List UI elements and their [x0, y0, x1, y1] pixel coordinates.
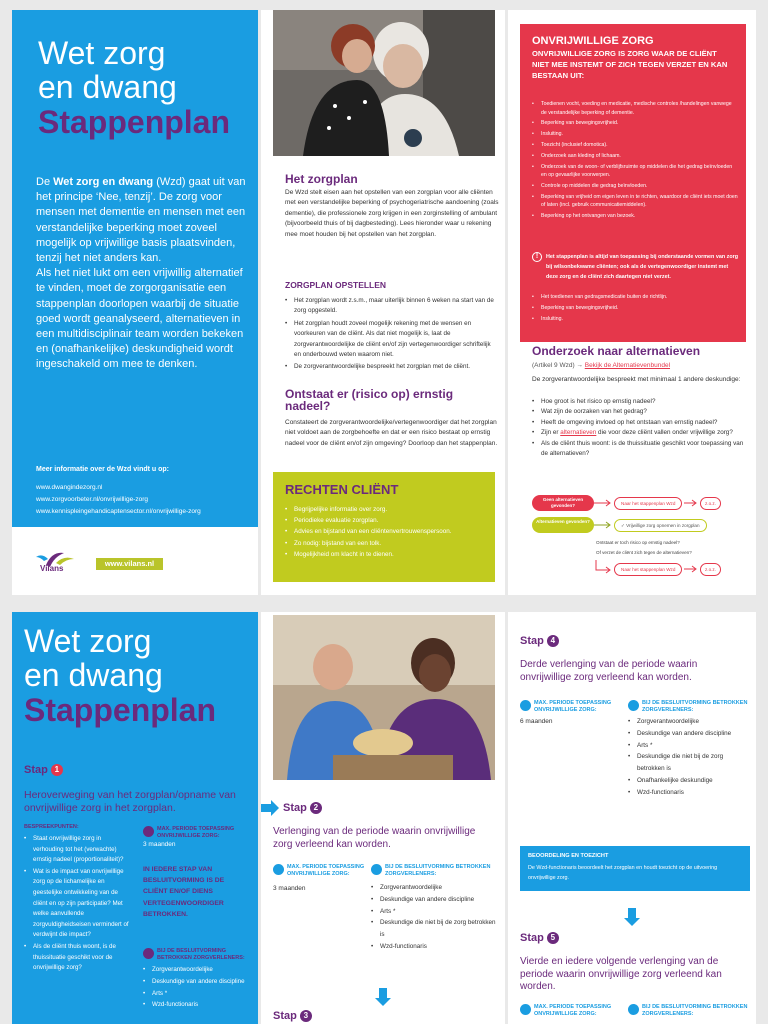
onvrijwillige-zorg-panel: [508, 10, 756, 595]
client-betrokken-note: IN IEDERE STAP VAN BESLUITVORMING IS DE CLIËNT EN/OF DIENS VERTEGENWOORDIGER BETROKKEN.: [143, 866, 225, 918]
caregiver-elderly-photo: [273, 10, 495, 156]
max-period-label: MAX. PERIODE TOEPASSING ONVRIJWILLIGE ZORG:: [534, 1004, 612, 1017]
onvrijwillige-zorg-box: [520, 24, 746, 342]
list-item: • Als de cliënt thuis woont: is de thuissituatie geschikt voor toepassing van de alternatieven?: [532, 439, 746, 460]
stap-4-5-panel: [508, 612, 756, 1024]
list-item: • Wzd-functionaris: [628, 787, 752, 799]
intro-body: (Wzd) gaat uit van het principe ‘Nee, tenzij’. De zorg voor mensen met dementie en mensen met een verstandelijke beperking moet zoveel mogelijk op vrijwillige basis plaatsvinden, tenzij het niet anders kan.: [36, 176, 246, 265]
list-item: • Deskundige die niet bij de zorg betrokken is: [628, 751, 752, 775]
alternatieven-link[interactable]: alternatieven: [560, 429, 597, 437]
list-item: • Arts *: [371, 906, 501, 918]
flow-vrijwillige-label: Vrijwillige zorg opnemen in zorgplan: [626, 523, 700, 528]
vilans-logo-text: Vilans: [40, 564, 64, 573]
arrow-right-icon: [594, 499, 614, 507]
zorgverleners-list: [628, 716, 752, 799]
list-item: • Insluiting.: [532, 314, 738, 325]
alternatieven-text: De zorgverantwoordelijke bespreekt met minimaal 1 andere deskundige:: [532, 376, 741, 383]
zorgverleners-label: BIJ DE BESLUITVORMING BETROKKEN ZORGVERLENERS:: [385, 864, 491, 877]
list-item: • Beperking op het ontvangen van bezoek.: [532, 212, 738, 221]
list-item: • Onafhankelijke deskundige: [628, 775, 752, 787]
link-dwangindezorg[interactable]: www.dwangindezorg.nl: [36, 484, 103, 491]
people-icon: [628, 700, 639, 711]
list-item: • Zorgverantwoordelijke: [628, 716, 752, 728]
list-item: • Advies en bijstand van een cliëntenvertrouwenspersoon.: [285, 526, 489, 537]
list-item: • Het toedienen van gedragsmedicatie buiten de richtlijn.: [532, 292, 738, 303]
flow-to-stappenplan-2: Naar het stappenplan Wzd: [614, 563, 682, 576]
step-number-badge: 2: [310, 802, 322, 814]
title-line-2: en dwang: [38, 69, 177, 105]
clock-icon: [273, 864, 284, 875]
list-item: • Staat onvrijwillige zorg in verhouding tot het (verwachte) ernstig nadeel (proportionaliteit)?: [24, 834, 130, 866]
onvrijwillige-subheading: ONVRIJWILLIGE ZORG IS ZORG WAAR DE CLIËNT NIET MEE INSTEMT OF ZICH TEGEN VERZET EN KAN BESTAAN UIT:: [532, 49, 728, 80]
photo-illustration: [273, 10, 495, 156]
clock-icon: [143, 826, 154, 837]
max-period-label: MAX. PERIODE TOEPASSING ONVRIJWILLIGE ZORG:: [534, 700, 612, 713]
list-item: • Toedienen vocht, voeding en medicatie, medische controles /handelingen vanwege de verstandelijke beperking of dementie.: [532, 100, 738, 117]
intro-bold: Wet zorg en dwang: [53, 176, 154, 188]
max-period-value: 3 maanden: [143, 841, 176, 848]
intro-text: [36, 175, 246, 373]
nadeel-text: Constateert de zorgverantwoordelijke/vertegenwoordiger dat het zorgplan niet voldoet aan de zorgbehoefte en dat er een risico bestaat op ernstig nadeel voor de cliënt en/of zijn omgeving? Doorloop dan het stappenplan.: [285, 419, 498, 447]
cover-footer: [12, 527, 258, 595]
stap-5-heading: [520, 932, 559, 944]
bespreekpunten-heading: BESPREEKPUNTEN:: [24, 824, 79, 830]
arrow-corner-icon: [594, 560, 614, 574]
opstellen-list: [285, 296, 499, 375]
opstellen-heading: ZORGPLAN OPSTELLEN: [285, 280, 387, 290]
onvrijwillige-heading: ONVRIJWILLIGE ZORG: [532, 35, 654, 47]
stap-1-heading: [24, 764, 63, 776]
flow-question-2: Of verzet de cliënt zich tegen de alternatieven?: [596, 550, 692, 555]
beoordeling-text: De Wzd-functionaris beoordeelt het zorgplan en houdt toezicht op de uitvoering onvrijwillige zorg.: [528, 865, 718, 881]
max-period-value: 3 maanden: [273, 885, 306, 892]
list-item: • Beperking van bewegingsvrijheid.: [532, 119, 738, 128]
list-item: • Periodieke evaluatie zorgplan.: [285, 515, 489, 526]
more-info-links: [36, 482, 201, 518]
list-item: [532, 428, 746, 438]
stap-label: Stap: [520, 932, 544, 944]
flow-zoz-2: z.o.z.: [700, 563, 721, 576]
rechten-heading: RECHTEN CLIËNT: [285, 482, 399, 497]
exclamation-icon: !: [532, 252, 542, 262]
list-item: • Deskundige van andere discipline: [371, 894, 501, 906]
list-item: • Onderzoek van de woon- of verblijfsruimte op middelen die het gedrag beïnvloeden en op gevaarlijke voorwerpen.: [532, 163, 738, 180]
list-item: • Controle op middelen die gedrag beïnvloeden.: [532, 182, 738, 191]
step-number-badge: 1: [51, 764, 63, 776]
title-line-3: Stappenplan: [24, 692, 217, 728]
onvrijwillige-list: [532, 100, 738, 223]
intro-pre: De: [36, 176, 54, 188]
alternatieven-list: [532, 397, 746, 459]
brochure-title-2: [24, 624, 216, 728]
arrow-down-icon: [624, 908, 640, 926]
max-period-heading: [273, 864, 369, 877]
more-info-heading: Meer informatie over de Wzd vindt u op:: [36, 466, 170, 473]
zorgplan-heading: Het zorgplan: [285, 172, 358, 186]
zorgverleners-label: BIJ DE BESLUITVORMING BETROKKEN ZORGVERLENERS:: [157, 948, 245, 961]
list-item: • Zorgverantwoordelijke: [143, 964, 253, 976]
flow-alternatives-found: Alternatieven gevonden?: [532, 517, 594, 533]
zorgverleners-label: BIJ DE BESLUITVORMING BETROKKEN ZORGVERLENERS:: [642, 1004, 748, 1017]
people-icon: [143, 948, 154, 959]
vilans-url[interactable]: www.vilans.nl: [96, 558, 163, 570]
list-item: • Begrijpelijke informatie over zorg.: [285, 504, 489, 515]
flow-to-stappenplan: Naar het stappenplan Wzd: [614, 497, 682, 510]
flow-zoz: z.o.z.: [700, 497, 721, 510]
list-item: • Zo nodig: bijstand van een tolk.: [285, 538, 489, 549]
max-period-heading: [143, 826, 253, 839]
stap-label: Stap: [24, 764, 48, 776]
list-item: • Zorgverantwoordelijke: [371, 882, 501, 894]
zorgverleners-list: [143, 964, 253, 1011]
arrow-right-icon: [261, 800, 279, 816]
step-number-badge: 5: [547, 932, 559, 944]
step-number-badge: 3: [300, 1010, 312, 1022]
stap-2-panel: [261, 612, 505, 1024]
zorgverleners-heading: [371, 864, 501, 877]
item-pre: Zijn er: [541, 429, 561, 437]
stap-5-text: Vierde en iedere volgende verlenging van de periode waarin onvrijwillige zorg verleend kan worden.: [520, 956, 722, 992]
people-icon: [628, 1004, 639, 1015]
list-item: • Heeft de omgeving invloed op het ontstaan van ernstig nadeel?: [532, 418, 746, 428]
stap-2-heading: [283, 802, 322, 814]
cover-panel: [12, 10, 258, 527]
title-line-3: Stappenplan: [38, 104, 231, 140]
stap-4-heading: [520, 635, 559, 647]
title-line-2: en dwang: [24, 657, 163, 693]
stap-label: Stap: [283, 802, 307, 814]
stap-1-text: Heroverweging van het zorgplan/opname van onvrijwillige zorg in het zorgplan.: [24, 789, 236, 814]
flow-question-1: Ontstaat er toch risico op ernstig nadeel?: [596, 540, 680, 545]
article-ref: (Artikel 9 Wzd) →: [532, 362, 585, 369]
list-item: • Beperking van vrijheid om eigen leven in te richten, waardoor de cliënt iets moet doen of laten (incl. gebruik communicatiemiddelen).: [532, 193, 738, 210]
list-item: • Wzd-functionaris: [143, 999, 253, 1011]
max-period-label: MAX. PERIODE TOEPASSING ONVRIJWILLIGE ZORG:: [157, 826, 235, 839]
zorgverleners-label: BIJ DE BESLUITVORMING BETROKKEN ZORGVERLENERS:: [642, 700, 748, 713]
alternatievenbundel-link[interactable]: Bekijk de Alternatievenbundel: [584, 362, 671, 369]
list-item: • Beperking van bewegingsvrijheid.: [532, 303, 738, 314]
list-item: • Het zorgplan houdt zoveel mogelijk rekening met de wensen en voorkeuren van de cliënt. Als dat niet mogelijk is, laat de zorgverantwoordelijke de cliënt en/of zijn vertegenwoordiger schriftelijk en onderbouwd weten waarom niet.: [285, 319, 499, 361]
list-item: • Insluiting.: [532, 130, 738, 139]
list-item: • Arts *: [628, 740, 752, 752]
arrow-right-icon: [684, 499, 700, 507]
caregiver-client-photo: [273, 615, 495, 780]
list-item: • Als de cliënt thuis woont, is de thuissituatie geschikt voor de onvrijwillige zorg?: [24, 942, 130, 974]
flow-vrijwillige-zorg: ✓ Vrijwillige zorg opnemen in zorgplan: [614, 519, 707, 532]
stap-label: Stap: [520, 635, 544, 647]
flow-no-alternatives: Geen alternatieven gevonden?: [532, 495, 594, 511]
list-item: • Mogelijkheid om klacht in te dienen.: [285, 549, 489, 560]
zorgverleners-heading: [143, 948, 253, 961]
stap-3-heading: [273, 1010, 312, 1022]
rechten-client-box: [273, 472, 495, 582]
stappenplan-warning: [532, 252, 738, 282]
warning-text: Het stappenplan is altijd van toepassing bij onderstaande vormen van zorg bij wilsonbekwame cliënten; ook als de vertegenwoordiger instemt met deze zorg en de cliënt zich daartegen niet verzet.: [546, 254, 739, 280]
clock-icon: [520, 1004, 531, 1015]
list-item: • Hoe groot is het risico op ernstig nadeel?: [532, 397, 746, 407]
list-item: • Het zorgplan wordt z.s.m., maar uiterlijk binnen 6 weken na start van de zorg opgesteld.: [285, 296, 499, 317]
link-zorgvoorbeter[interactable]: www.zorgvoorbeter.nl/onvrijwillige-zorg: [36, 496, 148, 503]
photo-illustration: [273, 615, 495, 780]
list-item: • Wzd-functionaris: [371, 941, 501, 953]
alternatieven-reference: [532, 362, 670, 369]
list-item: • Toezicht (inclusief domotica).: [532, 141, 738, 150]
max-period-label: MAX. PERIODE TOEPASSING ONVRIJWILLIGE ZORG:: [287, 864, 365, 877]
list-item: • Deskundige die niet bij de zorg betrokken is: [371, 917, 501, 941]
title-line-1: Wet zorg: [38, 35, 166, 71]
beoordeling-toezicht-box: [520, 846, 750, 891]
max-period-heading: [520, 1004, 616, 1017]
max-period-heading: [520, 700, 616, 713]
list-item: • Arts *: [143, 988, 253, 1000]
stappenplan-cover: [12, 612, 258, 1024]
zorgverleners-heading: [628, 700, 754, 713]
intro-body-2: Als het niet lukt om een vrijwillig alternatief te vinden, moet de zorgorganisatie een stappenplan doorlopen waarbij de situatie goed wordt geanalyseerd, alternatieven in een multidisciplinair team worden bekeken en (onafhankelijke) deskundigheid wordt ingeschakeld om mee te denken.: [36, 267, 244, 371]
brochure-title: [38, 36, 230, 140]
stap-4-text: Derde verlenging van de periode waarin onvrijwillige zorg verleend kan worden.: [520, 659, 698, 683]
nadeel-heading: Ontstaat er (risico op) ernstig nadeel?: [285, 387, 454, 413]
alternatieven-heading: Onderzoek naar alternatieven: [532, 344, 701, 358]
zorgplan-text: De Wzd stelt eisen aan het opstellen van een zorgplan voor alle cliënten met een verstandelijke beperking of psychogeriatrische aandoening (zoals dementie), die professionele zorg krijgen in een zorginstelling of ambulant (bijvoorbeeld thuis of bij dagbesteding). Lees hieronder waar u rekening mee moet houden bij het opstellen van het zorgplan.: [285, 189, 499, 238]
arrow-right-icon: [684, 565, 700, 573]
step-number-badge: 4: [547, 635, 559, 647]
stap-label: Stap: [273, 1010, 297, 1022]
clock-icon: [520, 700, 531, 711]
list-item: • De zorgverantwoordelijke bespreekt het zorgplan met de cliënt.: [285, 362, 499, 372]
list-item: • Wat is de impact van onvrijwillige zorg op de lichamelijke en geestelijke ontwikkeling van de cliënt en op zijn participatie? Met welke aanvullende zorgvuldigheidseisen vermindert of verdwijnt die impact?: [24, 867, 130, 941]
bespreekpunten-list: [24, 834, 130, 975]
stap-2-text: Verlenging van de periode waarin onvrijwillige zorg verleend kan worden.: [273, 826, 476, 850]
list-item: • Deskundige van andere discipline: [628, 728, 752, 740]
list-item: • Deskundige van andere discipline: [143, 976, 253, 988]
zorgverleners-list: [371, 882, 501, 953]
arrow-down-icon: [375, 988, 391, 1006]
beoordeling-heading: BEOORDELING EN TOEZICHT: [528, 853, 609, 859]
item-post: die voor deze cliënt vallen onder vrijwillige zorg?: [596, 429, 733, 437]
list-item: • Wat zijn de oorzaken van het gedrag?: [532, 407, 746, 417]
rechten-list: [285, 504, 489, 560]
max-period-value: 6 maanden: [520, 718, 553, 725]
list-item: • Onderzoek aan kleding of lichaam.: [532, 152, 738, 161]
people-icon: [371, 864, 382, 875]
arrow-right-icon: [594, 521, 614, 529]
wilsonbekwaam-list: [532, 292, 738, 325]
link-kennisplein[interactable]: www.kennispleingehandicaptensector.nl/onvrijwillige-zorg: [36, 508, 201, 515]
zorgverleners-heading: [628, 1004, 754, 1017]
title-line-1: Wet zorg: [24, 623, 152, 659]
